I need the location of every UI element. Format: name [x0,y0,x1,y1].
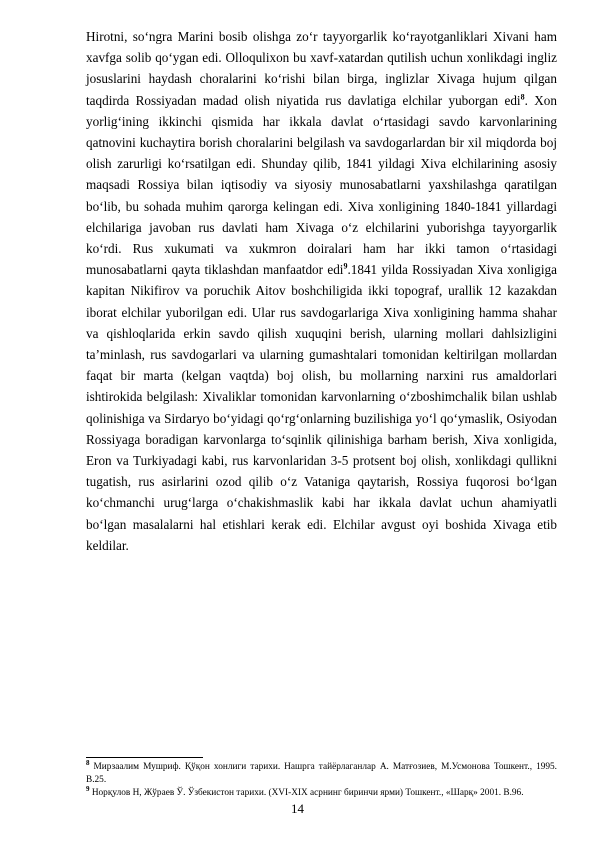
paragraph-text-part-3: .1841 yilda Rossiyadan Xiva xonligiga kapitan Nikifirov va poruchik Aitov boshchiligida ikki topograf, urallik 12 kazakdan iborat elchilar yuborilgan edi. Ular rus savdogarlariga Xiva xonligining hamma shahar va qishloqlarida erkin savdo qilish xuquqini berish, ularning mollari dahlsizligini ta’minlash, rus savdogarlari va ularning gumashtalari tomonidan keltirilgan mollardan faqat bir marta (kelgan vaqtda) boj olish, bu mollarning narxini rus amaldorlari ishtirokida belgilash: Xivaliklar tomonidan karvonlarning o‘zboshimchalik bilan ushlab qolinishiga va Sirdaryo bo‘yidagi qo‘rg‘onlarning buzilishiga yo‘l qo‘ymaslik, Osiyodan Rossiyaga boradigan karvonlarga to‘sqinlik qilinishiga barham berish, Xiva xonligida, Eron va Turkiyadagi kabi, rus karvonlaridan 3-5 protsent boj olish, xonlikdagi qullikni tugatish, rus asirlarini ozod qilib o‘z Vataniga qaytarish, Rossiya fuqorosi bo‘lgan ko‘chmanchi urug‘larga o‘chakishmaslik kabi har ikkala davlat uchun ahamiyatli bo‘lgan masalalarni hal etishlari kerak edi. Elchilar avgust oyi boshida Xivaga etib keldilar. [86,262,557,553]
footnote-ref-9[interactable]: 9 [343,261,348,271]
page-number: 14 [291,801,304,816]
main-paragraph [86,26,557,556]
footnote-divider [86,757,203,758]
footnote-8 [86,758,557,786]
footnote-text: Норқулов Н, Жўраев Ў. Ўзбекистон тарихи. (XVI-XIX асрнинг биринчи ярми) Тошкент., «Шарқ» 2001. B.96. [89,788,524,799]
footnote-ref-8[interactable]: 8 [520,92,525,102]
footnotes [86,758,557,801]
footnote-mark: 8 [86,758,90,767]
footnote-text: Мирзаалим Мушриф. Қўқон хонлиги тарихи. Нашрга тайёрлаганлар А. Матғозиев, М.Усмонова Тошкент., 1995. B.25. [86,762,557,785]
paragraph-text-part-1: Hirotni, so‘ngra Marini bosib olishga zo‘r tayyorgarlik ko‘rayotganliklari Xivani ham xavfga solib qo‘ygan edi. Olloqulixon bu xavf-xatardan qutilish uchun xonlikdagi ingliz josuslarini haydash choralarini ko‘rishi bilan birga, inglizlar Xivaga hujum qilgan taqdirda Rossiyadan madad olish niyatida rus davlatiga elchilar yuborgan edi [86,29,557,108]
paragraph-text-part-2: . Xon yorlig‘ining ikkinchi qismida har ikkala davlat o‘rtasidagi savdo karvonlarining qatnovini kuchaytira borish choralarini belgilash va savdogarlardan bir xil miqdorda boj olish zarurligi ko‘rsatilgan edi. Shunday qilib, 1841 yildagi Xiva elchilarining asosiy maqsadi Rossiya bilan iqtisodiy va siyosiy munosabatlarni yaxshilashga qaratilgan bo‘lib, bu sohada muhim qarorga kelingan edi. Xiva xonligining 1840-1841 yillardagi elchilariga javoban rus davlati ham Xivaga o‘z elchilarini yuborishga tayyorgarlik ko‘rdi. Rus xukumati va xukmron doiralari ham har ikki tamon o‘rtasidagi munosabatlarni qayta tiklashdan manfaatdor edi [86,92,557,278]
footnote-mark: 9 [86,785,90,794]
footnote-9 [86,787,557,800]
